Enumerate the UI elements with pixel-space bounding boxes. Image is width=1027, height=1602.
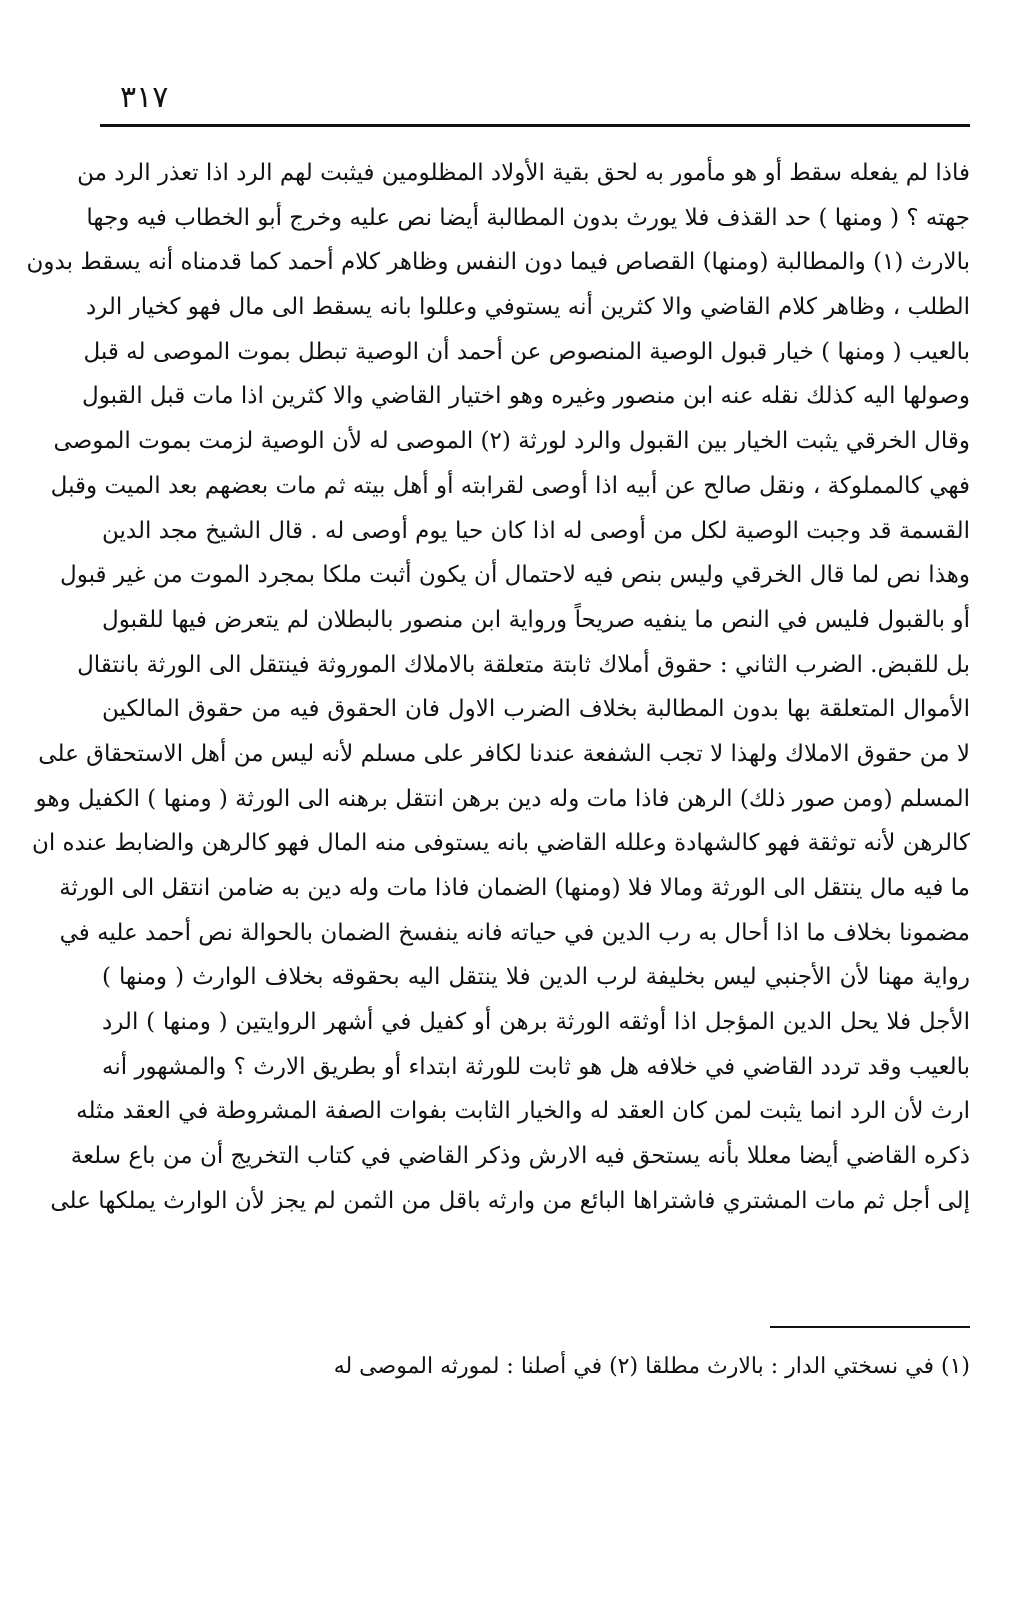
text-line: إلى أجل ثم مات المشتري فاشتراها البائع من وارثه باقل من الثمن لم يجز لأن الوارث يملكها على <box>50 1187 970 1214</box>
text-line: ما فيه مال ينتقل الى الورثة ومالا فلا (ومنها) الضمان فاذا مات وله دين به ضامن انتقل الى الورثة <box>59 875 970 901</box>
header-rule <box>100 124 970 127</box>
text-line: ذكره القاضي أيضا معللا بأنه يستحق فيه الارش وذكر القاضي في كتاب التخريج أن من باع سلعة <box>70 1143 970 1170</box>
page-number: ٣١٧ <box>120 80 169 115</box>
footnote: (١) في نسختي الدار : بالارث مطلقا (٢) في أصلنا : لمورثه الموصى له <box>333 1354 970 1379</box>
text-line: جهته ؟ ( ومنها ) حد القذف فلا يورث بدون المطالبة أيضا نص عليه وخرج أبو الخطاب فيه وجها <box>86 204 970 231</box>
text-line: وصولها اليه كذلك نقله عنه ابن منصور وغيره وهو اختيار القاضي والا كثرين اذا مات قبل القبول <box>82 383 970 410</box>
footnote-rule <box>770 1326 970 1328</box>
text-line: الطلب ، وظاهر كلام القاضي والا كثرين أنه يستوفي وعللوا بانه يسقط الى مال فهو كخيار الرد <box>85 294 970 321</box>
text-line: لا من حقوق الاملاك ولهذا لا تجب الشفعة عندنا لكافر على مسلم لأنه ليس من أهل الاستحقاق على <box>38 740 970 767</box>
text-line: كالرهن لأنه توثقة فهو كالشهادة وعلله القاضي بانه يستوفى منه المال فهو كالرهن والضابط عنده ان <box>31 830 970 857</box>
text-line: رواية مهنا لأن الأجنبي ليس بخليفة لرب الدين فلا ينتقل اليه بحقوقه بخلاف الوارث ( ومنها ) <box>102 964 970 991</box>
text-line: القسمة قد وجبت الوصية لكل من أوصى له اذا كان حيا يوم أوصى له . قال الشيخ مجد الدين <box>102 517 970 544</box>
text-line: بل للقبض. الضرب الثاني : حقوق أملاك ثابتة متعلقة بالاملاك الموروثة فينتقل الى الورثة بانتقال <box>77 651 970 678</box>
text-line: بالارث (١) والمطالبة (ومنها) القصاص فيما دون النفس وظاهر كلام أحمد كما قدمناه أنه يسقط بدون <box>26 249 970 276</box>
text-line: وهذا نص لما قال الخرقي وليس بنص فيه لاحتمال أن يكون أثبت ملكا بمجرد الموت من غير قبول <box>60 562 970 589</box>
text-line: مضمونا بخلاف ما اذا أحال به رب الدين في حياته فانه ينفسخ الضمان بالحوالة نص أحمد عليه في <box>59 919 970 946</box>
text-line: أو بالقبول فليس في النص ما ينفيه صريحاً ورواية ابن منصور بالبطلان لم يتعرض فيها للقبول <box>102 606 970 633</box>
text-line: وقال الخرقي يثبت الخيار بين القبول والرد لورثة (٢) الموصى له لأن الوصية لزمت بموت الموصى <box>53 428 970 455</box>
text-line: بالعيب وقد تردد القاضي في خلافه هل هو ثابت للورثة ابتداء أو بطريق الارث ؟ والمشهور أنه <box>102 1053 970 1080</box>
text-line: فهي كالمملوكة ، ونقل صالح عن أبيه اذا أوصى لقرابته أو أهل بيته ثم مات بعضهم بعد الميت وقبل <box>50 472 970 499</box>
text-line: بالعيب ( ومنها ) خيار قبول الوصية المنصوص عن أحمد أن الوصية تبطل بموت الموصى له قبل <box>83 338 970 365</box>
text-line: الأموال المتعلقة بها بدون المطالبة بخلاف الضرب الاول فان الحقوق فيه من حقوق المالكين <box>102 696 970 723</box>
text-line: فاذا لم يفعله سقط أو هو مأمور به لحق بقية الأولاد المظلومين فيثبت لهم الرد اذا تعذر الرد من <box>77 160 970 186</box>
text-line: المسلم (ومن صور ذلك) الرهن فاذا مات وله دين برهن انتقل برهنه الى الورثة ( ومنها ) الكفيل وهو <box>35 785 970 812</box>
text-line: ارث لأن الرد انما يثبت لمن كان العقد له والخيار الثابت بفوات الصفة المشروطة في العقد مثله <box>76 1098 970 1125</box>
main-text <box>26 151 970 1224</box>
text-line: الأجل فلا يحل الدين المؤجل اذا أوثقه الورثة برهن أو كفيل في أشهر الروايتين ( ومنها ) الرد <box>102 1009 970 1036</box>
